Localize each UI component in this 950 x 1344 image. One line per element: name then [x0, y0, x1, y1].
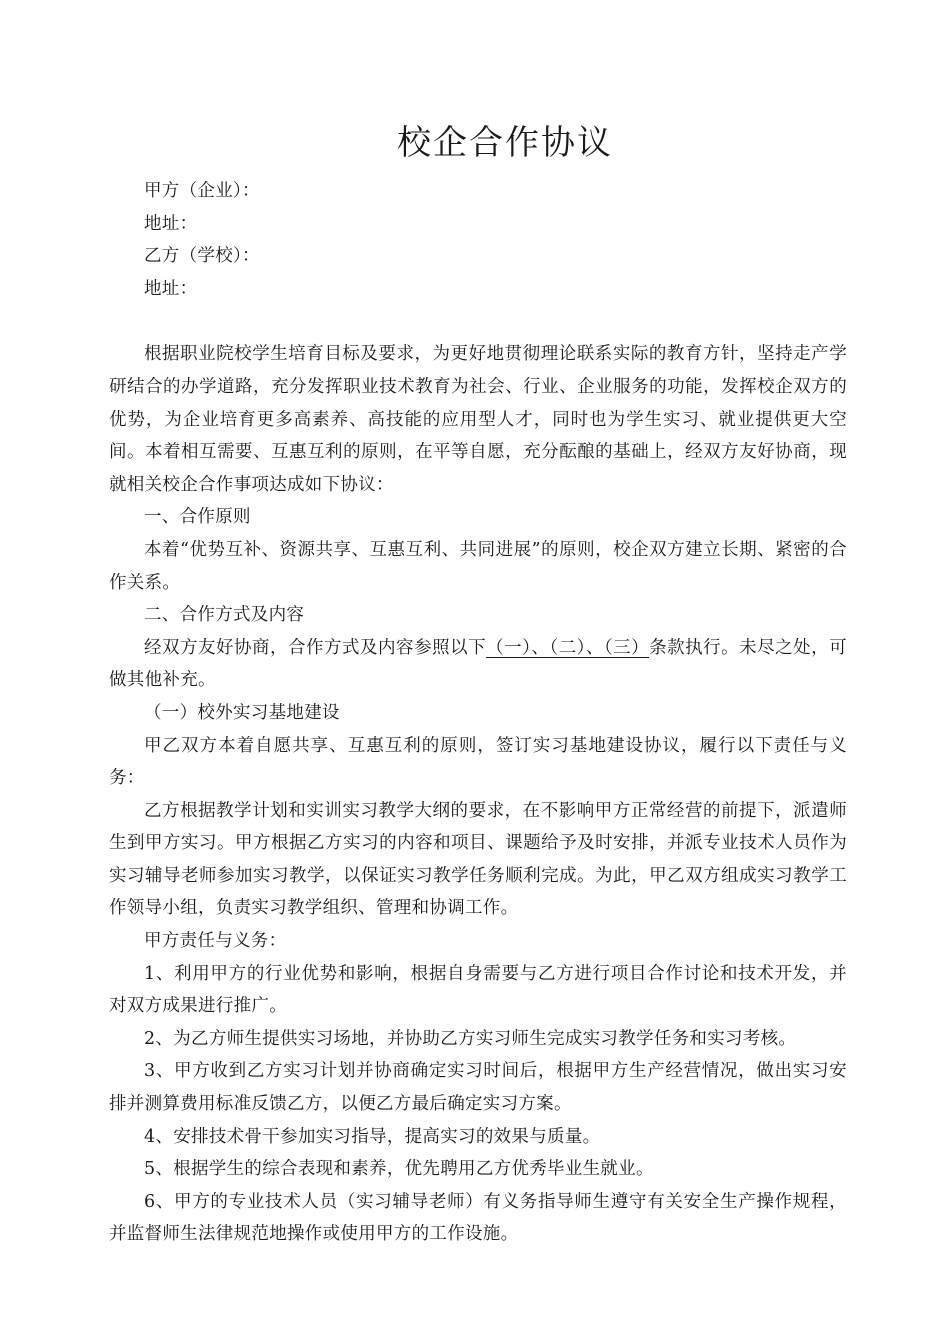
section2-text-before: 经双方友好协商，合作方式及内容参照以下 [144, 637, 487, 658]
section2-text-after: 条款执行。未尽之处，可做其他补充。 [109, 637, 847, 691]
party-a-item: 5、根据学生的综合表现和素养，优先聘用乙方优秀毕业生就业。 [144, 1159, 654, 1180]
party-a-duties-heading: 甲方责任与义务： [144, 931, 287, 952]
party-a-item: 3、甲方收到乙方实习计划并协商确定实习时间后，根据甲方生产经营情况，做出实习安排并测算费用标准反馈乙方，以便乙方最后确定实习方案。 [109, 1061, 847, 1115]
party-a-item: 1、利用甲方的行业优势和影响，根据自身需要与乙方进行项目合作讨论和技术开发，并对双方成果进行推广。 [109, 963, 847, 1017]
section1-paragraph: 本着“优势互补、资源共享、互惠互利、共同进展”的原则，校企双方建立长期、紧密的合作关系。 [109, 539, 847, 593]
party-a-field: 甲方（企业）： [144, 181, 260, 201]
party-b-address-field: 地址： [144, 278, 198, 299]
section1-heading: 一、合作原则 [144, 507, 251, 528]
intro-paragraph: 根据职业院校学生培育目标及要求，为更好地贯彻理论联系实际的教育方针，坚持走产学研结合的办学道路，充分发挥职业技术教育为社会、行业、企业服务的功能，发挥校企双方的优势，为企业培育更多高素养、高技能的应用型人才，同时也为学生实习、就业提供更大空间。本着相互需要、互惠互利的原则，在平等自愿，充分酝酿的基础上，经双方友好协商，现就相关校企合作事项达成如下协议： [109, 344, 847, 495]
sub1-heading: （一）校外实习基地建设 [144, 702, 340, 723]
party-a-item: 6、甲方的专业技术人员（实习辅导老师）有义务指导师生遵守有关安全生产操作规程，并监督师生法律规范地操作或使用甲方的工作设施。 [109, 1191, 847, 1245]
sub1-detail-paragraph: 乙方根据教学计划和实训实习教学大纲的要求，在不影响甲方正常经营的前提下，派遣师生到甲方实习。甲方根据乙方实习的内容和项目、课题给予及时安排，并派专业技术人员作为实习辅导老师参加实习教学，以保证实习教学任务顺利完成。为此，甲乙双方组成实习教学工作领导小组，负责实习教学组织、管理和协调工作。 [109, 800, 847, 919]
party-a-address-field: 地址： [144, 213, 198, 234]
section2-heading: 二、合作方式及内容 [144, 605, 305, 626]
section2-paragraph [109, 632, 847, 697]
party-a-item: 2、为乙方师生提供实习场地，并协助乙方实习师生完成实习教学任务和实习考核。 [144, 1028, 797, 1049]
spacer [109, 305, 847, 338]
sub1-paragraph: 甲乙双方本着自愿共享、互惠互利的原则，签订实习基地建设协议，履行以下责任与义务： [109, 735, 847, 789]
document-body [109, 175, 847, 1251]
party-a-item: 4、安排技术骨干参加实习指导，提高实习的效果与质量。 [144, 1126, 601, 1147]
document-title: 校企合作协议 [397, 123, 613, 163]
section2-underlined-clauses: （一）、（二）、（三） [486, 637, 650, 658]
party-b-field: 乙方（学校）： [144, 246, 260, 267]
